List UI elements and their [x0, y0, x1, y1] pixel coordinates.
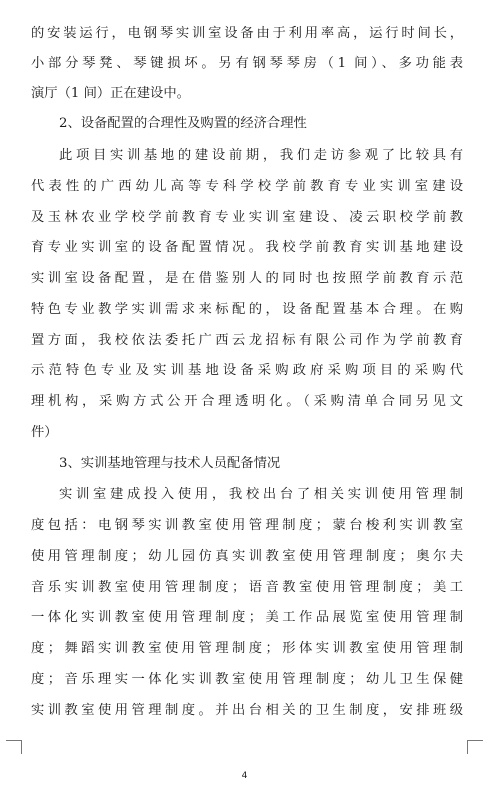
body-text-line: 及玉林农业学校学前教育专业实训室建设、凌云职校学前教 [31, 210, 463, 225]
body-text-line: 代表性的广西幼儿高等专科学校学前教育专业实训室建设 [31, 179, 463, 194]
body-text-line: 件） [31, 425, 58, 440]
body-text-line: 度；舞蹈实训教室使用管理制度；形体实训教室使用管理制 [31, 641, 463, 656]
crop-mark [467, 740, 483, 741]
body-text-line: 特色专业教学实训需求来标配的，设备配置基本合理。在购 [31, 302, 463, 317]
body-text-line: 实训室建成投入使用，我校出台了相关实训使用管理制 [59, 487, 463, 502]
body-text-line: 示范特色专业及实训基地设备采购政府采购项目的采购代 [31, 363, 463, 378]
body-text-line: 实训教室使用管理制度。并出台相关的卫生制度，安排班级 [31, 703, 463, 718]
body-text-line: 一体化实训教室使用管理制度；美工作品展览室使用管理制 [31, 610, 463, 625]
crop-mark [6, 740, 22, 741]
page-number: 4 [241, 771, 248, 781]
body-text-line: 度；音乐理实一体化实训教室使用管理制度；幼儿卫生保健 [31, 672, 463, 687]
section-heading: 2、设备配置的合理性及购置的经济合理性 [59, 116, 307, 131]
section-heading: 3、实训基地管理与技术人员配备情况 [59, 456, 281, 471]
body-text-line: 使用管理制度；幼儿园仿真实训教室使用管理制度；奥尔夫 [31, 549, 463, 564]
crop-mark [467, 740, 468, 754]
body-text-line: 音乐实训教室使用管理制度；语音教室使用管理制度；美工 [31, 580, 463, 595]
body-text-line: 置方面，我校依法委托广西云龙招标有限公司作为学前教育 [31, 333, 463, 348]
body-text-line: 理机构，采购方式公开合理透明化。（采购清单合同另见文 [31, 394, 463, 409]
body-text-line: 此项目实训基地的建设前期，我们走访参观了比较具有 [59, 148, 463, 163]
body-text-line: 的安装运行，电钢琴实训室设备由于利用率高，运行时间长， [31, 26, 463, 41]
crop-mark [21, 740, 22, 754]
body-text-line: 实训室设备配置，是在借鉴别人的同时也按照学前教育示范 [31, 271, 463, 286]
body-text-line: 育专业实训室的设备配置情况。我校学前教育实训基地建设 [31, 240, 463, 255]
body-text-line: 小部分琴凳、琴键损坏。另有钢琴琴房（1 间）、多功能表 [31, 56, 463, 71]
body-text-line: 度包括：电钢琴实训教室使用管理制度；蒙台梭利实训教室 [31, 518, 463, 533]
body-text-line: 演厅（1 间）正在建设中。 [31, 86, 190, 101]
